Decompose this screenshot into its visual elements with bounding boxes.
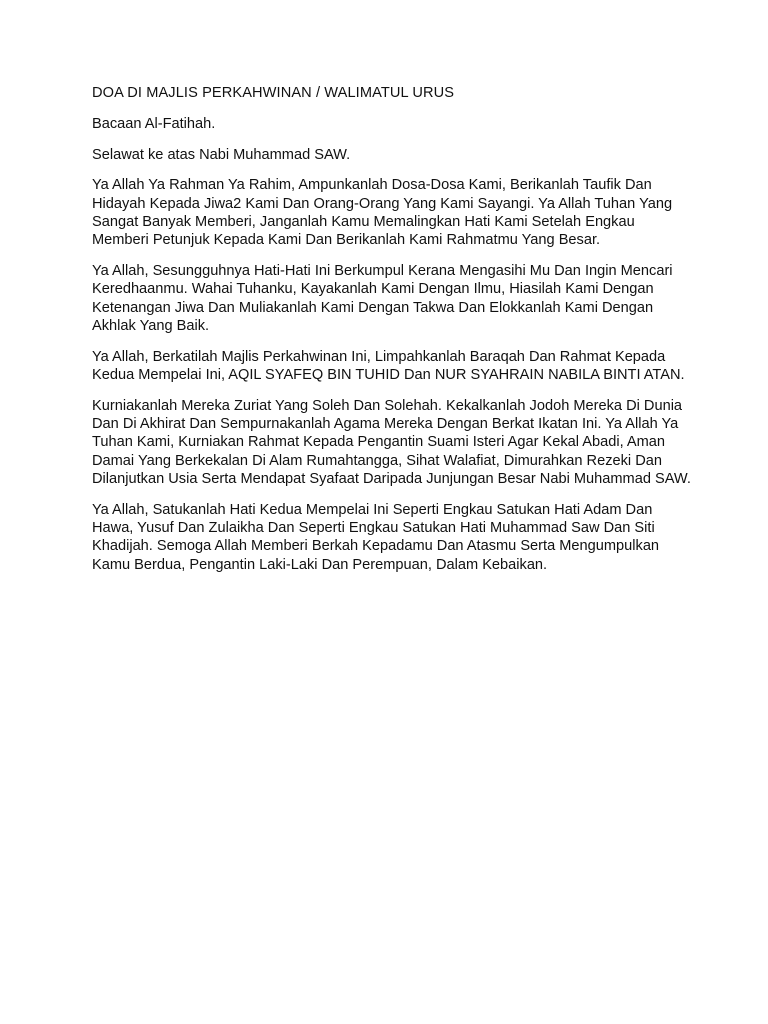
paragraph-prayer-forgiveness: Ya Allah Ya Rahman Ya Rahim, Ampunkanlah Dosa-Dosa Kami, Berikanlah Taufik Dan Hidayah Kepada Jiwa2 Kami Dan Orang-Orang Yang Kami Sayangi. Ya Allah Tuhan Yang Sangat Banyak Memberi, Janganlah Kamu Memalingkan Hati Kami Setelah Engkau Memberi Petunjuk Kepada Kami Dan Berikanlah Kami Rahmatmu Yang Besar. [92, 177, 673, 249]
paragraph-selawat: Selawat ke atas Nabi Muhammad SAW. [92, 146, 351, 163]
paragraph-prayer-blessing-couple: Ya Allah, Berkatilah Majlis Perkahwinan Ini, Limpahkanlah Baraqah Dan Rahmat Kepada Kedua Mempelai Ini, AQIL SYAFEQ BIN TUHID Dan NUR SYAHRAIN NABILA BINTI ATAN. [92, 348, 685, 384]
paragraph-prayer-offspring: Kurniakanlah Mereka Zuriat Yang Soleh Dan Solehah. Kekalkanlah Jodoh Mereka Di Dunia Dan Di Akhirat Dan Sempurnakanlah Agama Mereka Dengan Berkat Ikatan Ini. Ya Allah Ya Tuhan Kami, Kurniakan Rahmat Kepada Pengantin Suami Isteri Agar Kekal Abadi, Aman Damai Yang Berkekalan Di Alam Rumahtangga, Sihat Walafiat, Dimurahkan Rezeki Dan Dilanjutkan Usia Serta Mendapat Syafaat Daripada Junjungan Besar Nabi Muhammad SAW. [92, 397, 691, 488]
paragraph-prayer-unite-hearts: Ya Allah, Satukanlah Hati Kedua Mempelai Ini Seperti Engkau Satukan Hati Adam Dan Hawa, Yusuf Dan Zulaikha Dan Seperti Engkau Satukan Hati Muhammad Saw Dan Siti Khadijah. Semoga Allah Memberi Berkah Kepadamu Dan Atasmu Serta Mengumpulkan Kamu Berdua, Pengantin Laki-Laki Dan Perempuan, Dalam Kebaikan. [92, 501, 660, 573]
document-title: DOA DI MAJLIS PERKAHWINAN / WALIMATUL URUS [92, 85, 455, 101]
paragraph-prayer-hearts: Ya Allah, Sesungguhnya Hati-Hati Ini Berkumpul Kerana Mengasihi Mu Dan Ingin Mencari Keredhaanmu. Wahai Tuhanku, Kayakanlah Kami Dengan Ilmu, Hiasilah Kami Dengan Ketenangan Jiwa Dan Muliakanlah Kami Dengan Takwa Dan Elokkanlah Kami Dengan Akhlak Yang Baik. [92, 263, 673, 334]
document-page [92, 84, 692, 587]
paragraph-al-fatihah: Bacaan Al-Fatihah. [92, 115, 216, 132]
